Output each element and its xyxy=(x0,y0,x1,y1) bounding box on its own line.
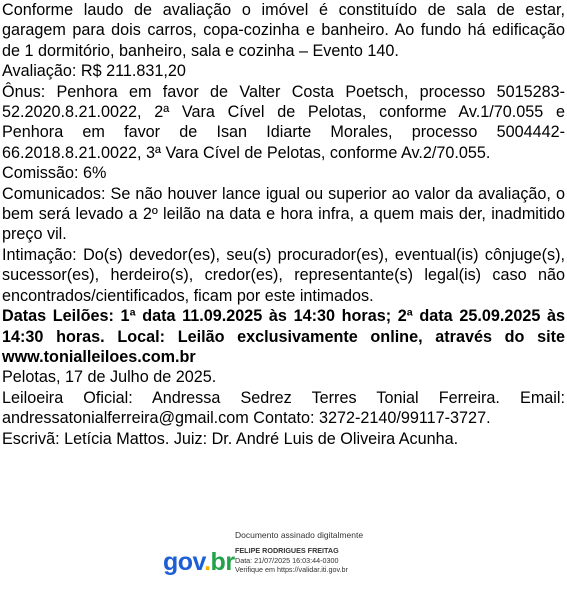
logo-dot: . xyxy=(204,548,211,576)
signature-info xyxy=(235,546,348,575)
signature-title: Documento assinado digitalmente xyxy=(235,530,364,540)
signer-name: FELIPE RODRIGUES FREITAG xyxy=(235,546,339,555)
paragraph-auction-dates: Datas Leilões: 1ª data 11.09.2025 às 14:30 horas; 2ª data 25.09.2025 às 14:30 horas. Local: Leilão exclusivamente online, através do site www.tonialleiloes.com.br xyxy=(2,307,565,366)
logo-gov: gov xyxy=(163,548,205,576)
paragraph-clerk-judge: Escrivã: Letícia Mattos. Juiz: Dr. André Luis de Oliveira Acunha. xyxy=(2,429,459,448)
paragraph-notices: Comunicados: Se não houver lance igual ou superior ao valor da avaliação, o bem será levado a 2º leilão na data e hora infra, a quem mais der, inadmitido preço vil. xyxy=(2,184,565,244)
signature-date: Data: 21/07/2025 16:03:44-0300 xyxy=(235,555,339,565)
signature-verify: Verifique em https://validar.iti.gov.br xyxy=(235,565,348,574)
paragraph-valuation: Avaliação: R$ 211.831,20 xyxy=(2,62,186,81)
paragraph-place-date: Pelotas, 17 de Julho de 2025. xyxy=(2,368,217,387)
paragraph-liens: Ônus: Penhora em favor de Valter Costa Poetsch, processo 5015283-52.2020.8.21.0022, 2ª Vara Cível de Pelotas, conforme Av.1/70.055 e Penhora em favor de Isan Idiarte Morales, processo 5004442-66.2018.8.21.0022, 3ª Vara Cível de Pelotas, conforme Av.2/70.055. xyxy=(2,82,565,162)
gov-br-logo xyxy=(163,548,235,577)
logo-br: br xyxy=(210,548,235,576)
paragraph-auctioneer: Leiloeira Oficial: Andressa Sedrez Terres Tonial Ferreira. Email: andressatonialferreira@gmail.com Contato: 3272-2140/99117-3727. xyxy=(2,388,565,428)
paragraph-summons: Intimação: Do(s) devedor(es), seu(s) procurador(es), eventual(is) cônjuge(s), sucessor(es), herdeiro(s), credor(es), representante(s) legal(is) caso não encontrados/cientificados, ficam por este intimados. xyxy=(2,245,565,305)
digital-signature-stamp xyxy=(163,528,403,590)
paragraph-description: Conforme laudo de avaliação o imóvel é constituído de sala de estar, garagem para dois carros, copa-cozinha e banheiro. Ao fundo há edificação de 1 dormitório, banheiro, sala e cozinha – Evento 140. xyxy=(2,1,565,60)
paragraph-commission: Comissão: 6% xyxy=(2,164,107,183)
